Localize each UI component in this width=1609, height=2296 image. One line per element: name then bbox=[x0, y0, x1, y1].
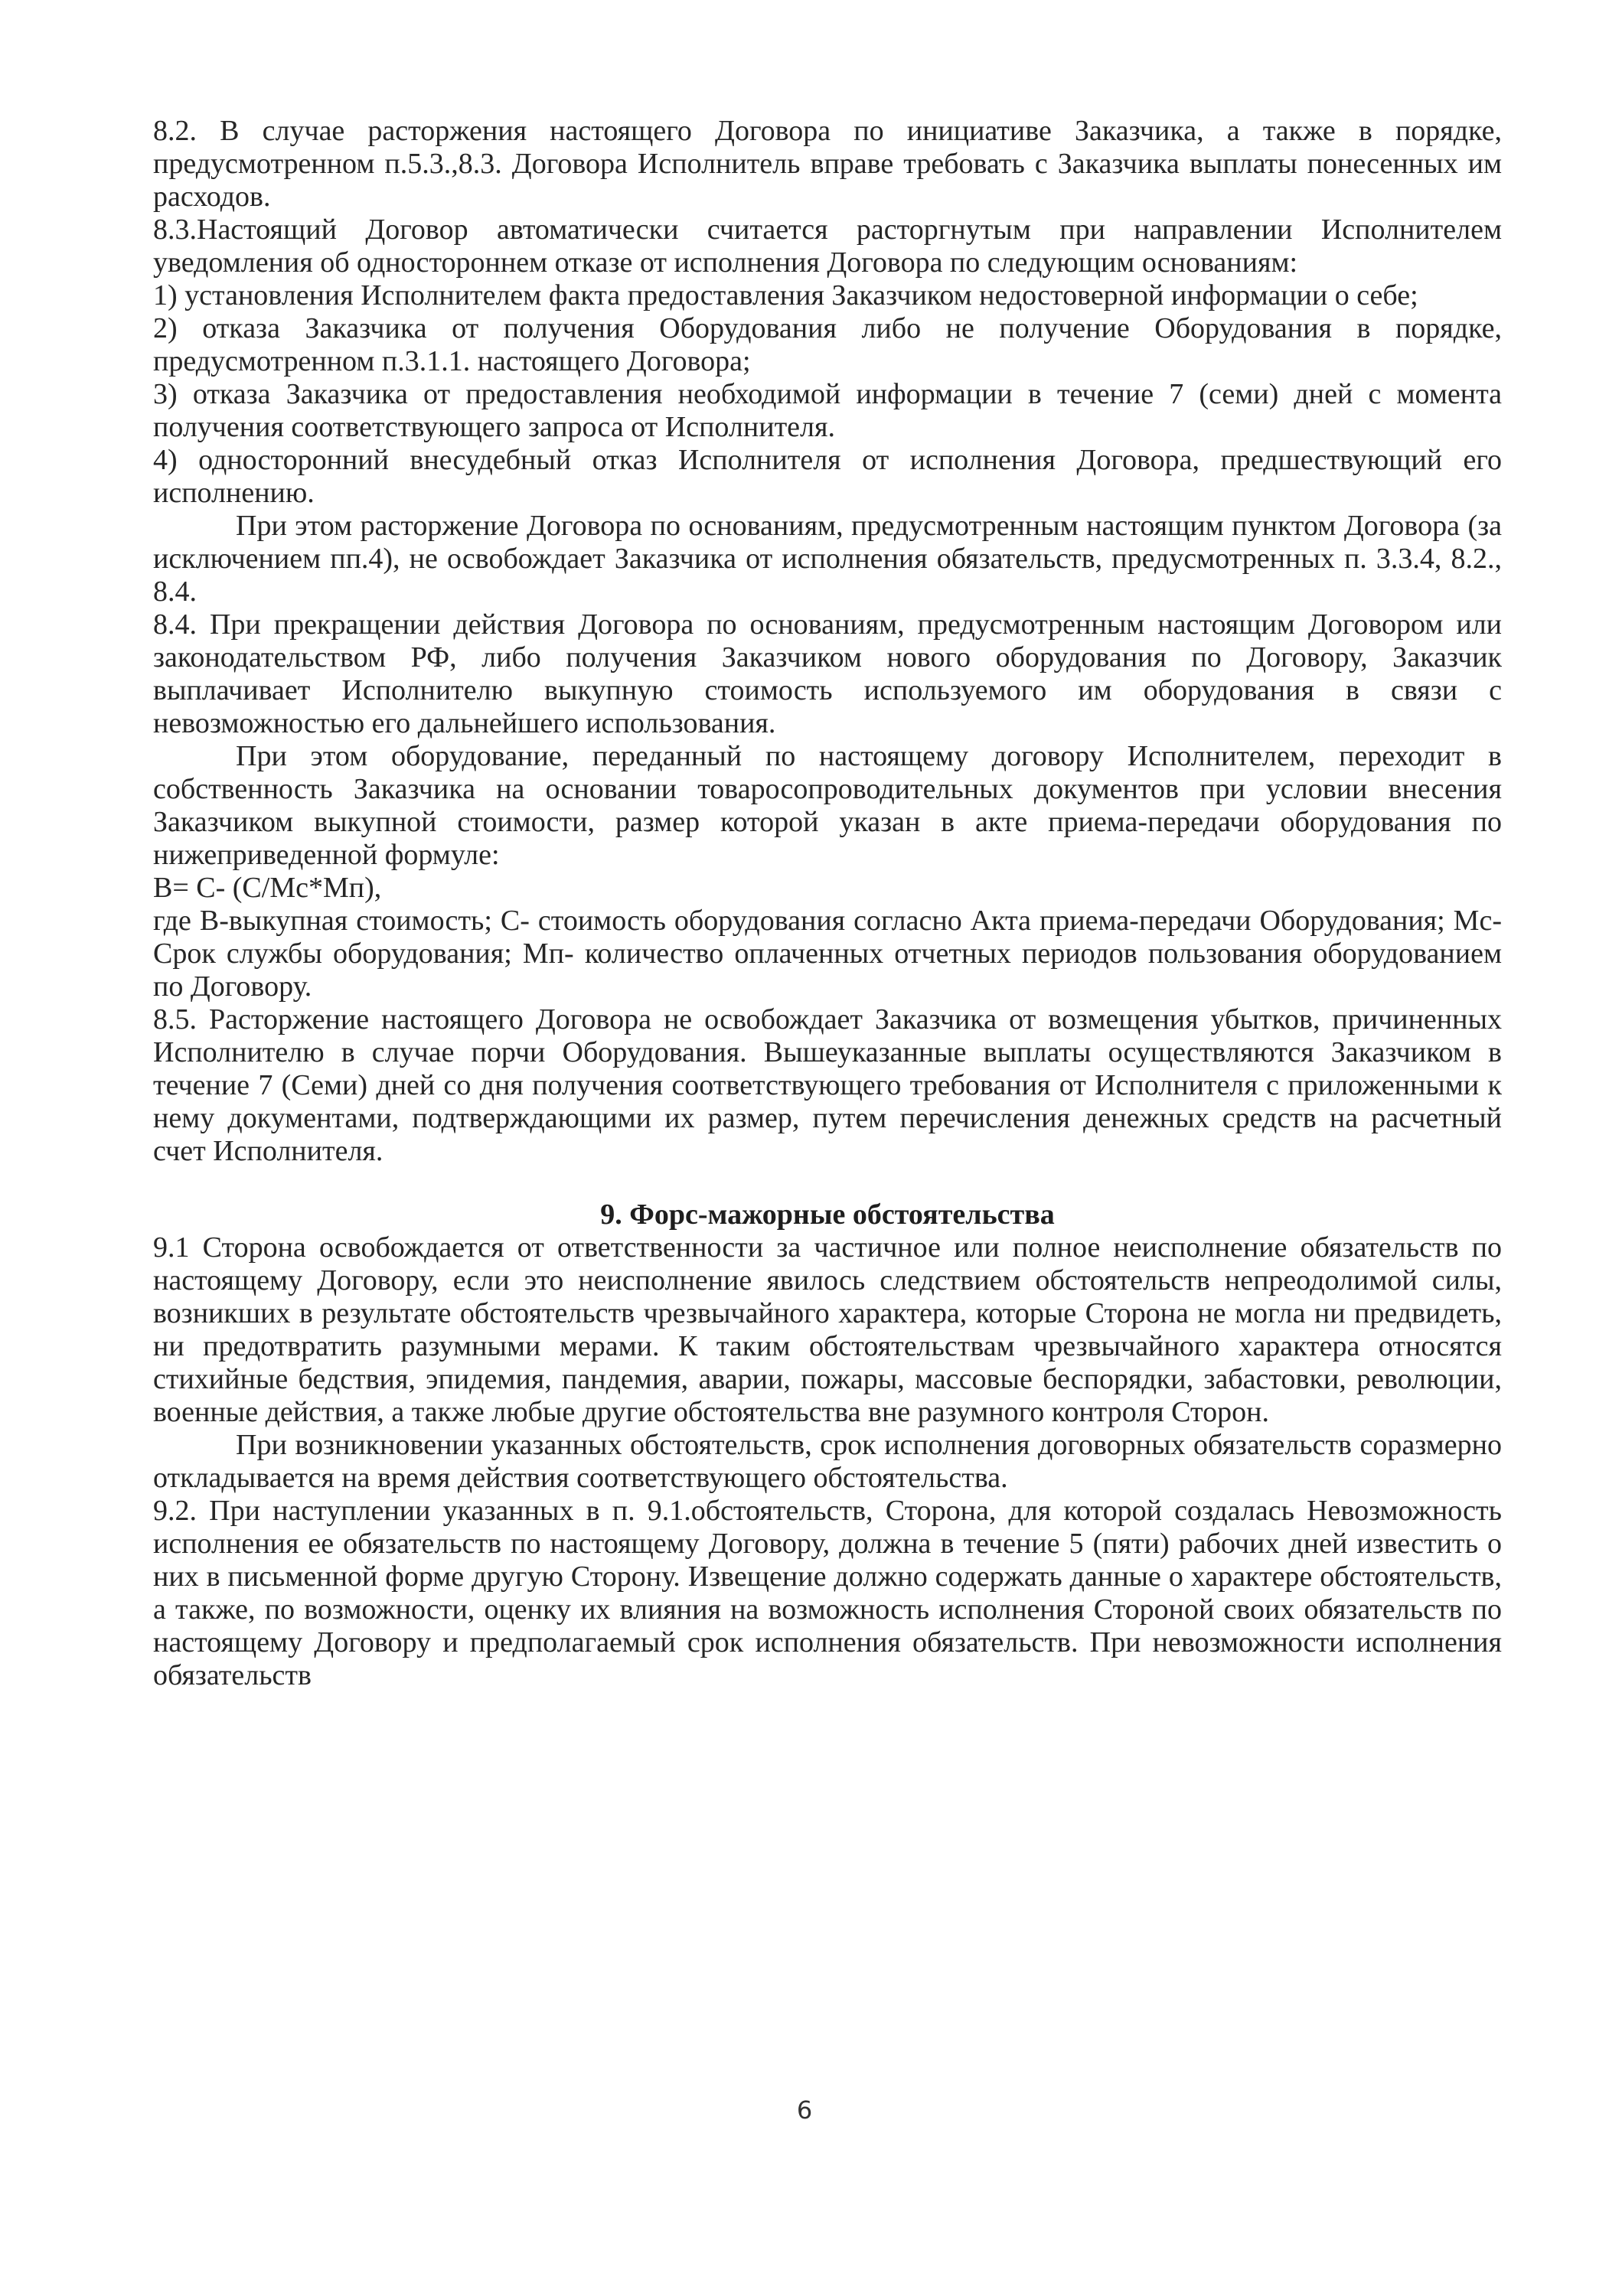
page-number: 6 bbox=[796, 2095, 813, 2125]
clause-8-3-item-4: 4) односторонний внесудебный отказ Исполнителя от исполнения Договора, предшествующий его исполнению. bbox=[153, 444, 1502, 509]
clause-8-4-ownership: При этом оборудование, переданный по настоящему договору Исполнителем, переходит в собственность Заказчика на основании товаросопроводительных документов при условии внесения Заказчиком выкупной стоимости, размер которой указан в акте приема-передачи оборудования по нижеприведенной формуле: bbox=[153, 740, 1502, 871]
clause-8-3-item-2: 2) отказа Заказчика от получения Оборудования либо не получение Оборудования в порядке, предусмотренном п.3.1.1. настоящего Договора; bbox=[153, 312, 1502, 377]
section-9-heading: 9. Форс-мажорные обстоятельства bbox=[600, 1199, 1055, 1231]
formula-legend: где В-выкупная стоимость; С- стоимость оборудования согласно Акта приема-передачи Оборудования; Мс- Срок службы оборудования; Мп- количество оплаченных отчетных периодов пользования оборудованием по Договору. bbox=[153, 905, 1502, 1003]
clause-8-3: 8.3.Настоящий Договор автоматически считается расторгнутым при направлении Исполнителем уведомления об одностороннем отказе от исполнения Договора по следующим основаниям: bbox=[153, 214, 1502, 279]
document-page bbox=[153, 115, 1502, 1692]
clause-9-1: 9.1 Сторона освобождается от ответственности за частичное или полное неисполнение обязательств по настоящему Договору, если это неисполнение явилось следствием обстоятельств непреодолимой силы, возникших в результате обстоятельств чрезвычайного характера, которые Сторона не могла ни предвидеть, ни предотвратить разумными мерами. К таким обстоятельствам чрезвычайного характера относятся стихийные бедствия, эпидемия, пандемия, аварии, пожары, массовые беспорядки, забастовки, революции, военные действия, а также любые другие обстоятельства вне разумного контроля Сторон. bbox=[153, 1231, 1502, 1428]
clause-9-1-note: При возникновении указанных обстоятельств, срок исполнения договорных обязательств соразмерно откладывается на время действия соответствующего обстоятельства. bbox=[153, 1429, 1502, 1494]
clause-8-3-note: При этом расторжение Договора по основаниям, предусмотренным настоящим пунктом Договора (за исключением пп.4), не освобождает Заказчика от исполнения обязательств, предусмотренных п. 3.3.4, 8.2., 8.4. bbox=[153, 510, 1502, 608]
clause-8-3-item-1: 1) установления Исполнителем факта предоставления Заказчиком недостоверной информации о себе; bbox=[153, 279, 1418, 311]
clause-8-3-item-3: 3) отказа Заказчика от предоставления необходимой информации в течение 7 (семи) дней с момента получения соответствующего запроса от Исполнителя. bbox=[153, 378, 1502, 443]
clause-8-2: 8.2. В случае расторжения настоящего Договора по инициативе Заказчика, а также в порядке, предусмотренном п.5.3.,8.3. Договора Исполнитель вправе требовать с Заказчика выплаты понесенных им расходов. bbox=[153, 115, 1502, 213]
buyout-formula: В= С- (С/Мс*Мп), bbox=[153, 872, 382, 904]
clause-8-4: 8.4. При прекращении действия Договора по основаниям, предусмотренным настоящим Договором или законодательством РФ, либо получения Заказчиком нового оборудования по Договору, Заказчик выплачивает Исполнителю выкупную стоимость используемого им оборудования в связи с невозможностью его дальнейшего использования. bbox=[153, 608, 1502, 739]
clause-9-2: 9.2. При наступлении указанных в п. 9.1.обстоятельств, Сторона, для которой создалась Невозможность исполнения ее обязательств по настоящему Договору, должна в течение 5 (пяти) рабочих дней известить о них в письменной форме другую Сторону. Извещение должно содержать данные о характере обстоятельств, а также, по возможности, оценку их влияния на возможность исполнения Стороной своих обязательств по настоящему Договору и предполагаемый срок исполнения обязательств. При невозможности исполнения обязательств bbox=[153, 1495, 1502, 1691]
clause-8-5: 8.5. Расторжение настоящего Договора не освобождает Заказчика от возмещения убытков, причиненных Исполнителю в случае порчи Оборудования. Вышеуказанные выплаты осуществляются Заказчиком в течение 7 (Семи) дней со дня получения соответствующего требования от Исполнителя с приложенными к нему документами, подтверждающими их размер, путем перечисления денежных средств на расчетный счет Исполнителя. bbox=[153, 1003, 1502, 1167]
